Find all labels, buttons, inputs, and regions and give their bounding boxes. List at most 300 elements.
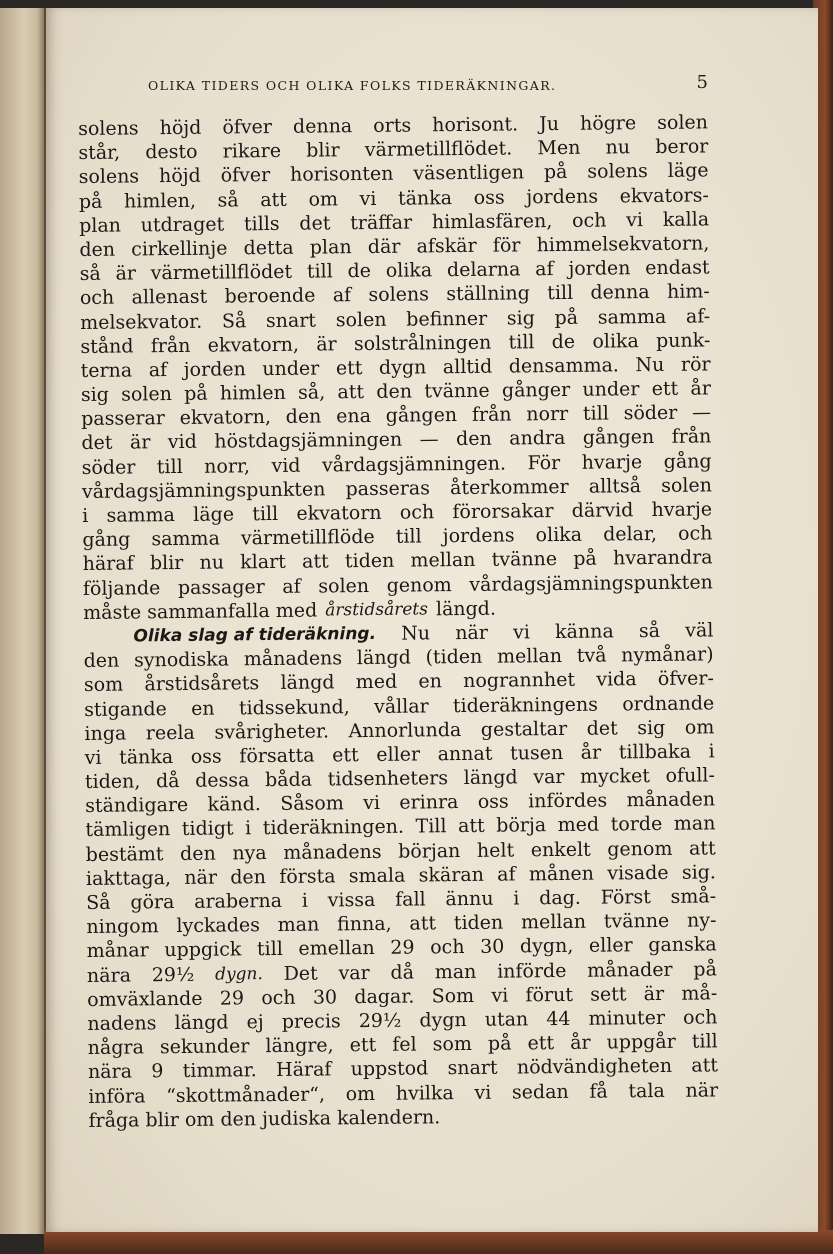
word: endast bbox=[645, 256, 710, 280]
word: allenast bbox=[131, 285, 208, 309]
word: blir bbox=[149, 552, 184, 575]
word: uppstod bbox=[350, 1057, 429, 1081]
word: Såsom bbox=[280, 792, 344, 816]
word: följande bbox=[82, 576, 161, 600]
word: horisonten bbox=[289, 163, 394, 187]
word: gången bbox=[385, 404, 458, 428]
left-page-edge bbox=[0, 8, 46, 1234]
word: sig bbox=[80, 383, 110, 407]
word: torde bbox=[610, 813, 663, 836]
word: Men bbox=[537, 136, 581, 160]
word: tvänne bbox=[491, 548, 558, 572]
word: oss bbox=[477, 790, 509, 814]
word: så, bbox=[297, 381, 326, 404]
emphasis-text: dygn. bbox=[215, 963, 263, 985]
word: några bbox=[87, 1036, 145, 1060]
word: måste sammanfalla med bbox=[83, 599, 318, 624]
word: infördes bbox=[528, 789, 608, 813]
word: med bbox=[557, 814, 600, 837]
word: tusen bbox=[509, 741, 564, 765]
word: befinner bbox=[406, 307, 488, 331]
word: månadens bbox=[283, 840, 382, 864]
word: värmetillflödet bbox=[150, 260, 293, 285]
word: att bbox=[457, 815, 485, 838]
running-title: OLIKA TIDERS OCH OLIKA FOLKS TIDERÄKNINGAR. bbox=[148, 78, 557, 93]
word: samma bbox=[151, 527, 220, 551]
word: båda bbox=[264, 768, 313, 792]
word: densamma. bbox=[508, 354, 620, 378]
word: solens bbox=[368, 283, 430, 307]
word: helt bbox=[476, 839, 515, 862]
word: ett bbox=[332, 743, 359, 767]
word: blir bbox=[306, 139, 340, 162]
word: tills bbox=[243, 212, 280, 236]
word: från bbox=[150, 334, 191, 357]
word: ofull- bbox=[665, 764, 715, 787]
word: tiden, bbox=[84, 770, 141, 794]
word: 44 bbox=[546, 1007, 571, 1031]
word: på bbox=[554, 306, 579, 329]
word: dag. bbox=[539, 886, 582, 910]
word: därvid bbox=[571, 499, 634, 522]
word: För bbox=[527, 451, 561, 474]
word: vi bbox=[474, 1081, 492, 1104]
word: man bbox=[277, 913, 320, 937]
word: och bbox=[399, 501, 435, 524]
word: rikare bbox=[222, 140, 282, 163]
word: lyckades bbox=[176, 914, 261, 938]
word: när bbox=[685, 1078, 719, 1102]
word: olika bbox=[592, 329, 639, 353]
page-header bbox=[148, 72, 708, 100]
word: var bbox=[338, 961, 370, 984]
word: när bbox=[184, 866, 218, 889]
word: orts bbox=[373, 114, 412, 137]
word: den bbox=[376, 380, 413, 403]
word: tvänne bbox=[603, 910, 670, 933]
word: dygn bbox=[419, 1008, 467, 1032]
word: hvarje bbox=[581, 450, 643, 474]
word: beroende bbox=[224, 284, 316, 308]
word: väl bbox=[685, 619, 714, 642]
word: snart bbox=[447, 1056, 498, 1080]
word: delar, bbox=[603, 523, 658, 546]
word: af bbox=[332, 284, 352, 307]
word: ställning bbox=[446, 282, 531, 306]
word: oss bbox=[473, 186, 505, 209]
word: ordnande bbox=[622, 691, 715, 715]
word: passager bbox=[177, 575, 265, 599]
word: fall bbox=[395, 888, 426, 911]
word: månen bbox=[528, 862, 595, 886]
word: nu bbox=[605, 136, 631, 159]
word: och bbox=[261, 986, 296, 1009]
word: vi bbox=[84, 746, 102, 769]
word: alltså bbox=[588, 474, 642, 498]
word: på bbox=[543, 161, 568, 184]
word: utdraget bbox=[140, 213, 225, 237]
word: tidsenheters bbox=[327, 767, 449, 791]
word: ekvators- bbox=[619, 183, 709, 207]
word: ny- bbox=[686, 909, 717, 932]
word: höjd bbox=[158, 165, 201, 188]
word: solen bbox=[121, 383, 173, 406]
word: — bbox=[691, 401, 712, 424]
word: “skottmånader“, bbox=[166, 1082, 326, 1107]
word: i bbox=[513, 887, 520, 910]
word: uppgår bbox=[606, 1030, 676, 1054]
word: läge bbox=[193, 503, 235, 526]
word: den bbox=[230, 865, 267, 889]
word: ganska bbox=[648, 933, 717, 957]
word: på bbox=[573, 547, 597, 571]
word: det bbox=[81, 432, 113, 455]
word: tidigt bbox=[181, 817, 234, 841]
word: årstidsårets bbox=[144, 672, 260, 696]
word: på bbox=[78, 190, 103, 213]
word: kalla bbox=[662, 208, 710, 231]
emphasis-text: årstidsårets bbox=[325, 599, 429, 621]
word: utan bbox=[484, 1008, 529, 1031]
word: nödvändigheten bbox=[516, 1055, 673, 1079]
word: var bbox=[533, 766, 565, 789]
word: om bbox=[684, 716, 715, 739]
word: att bbox=[260, 188, 287, 211]
word: tidssekund, bbox=[238, 695, 350, 719]
word: den bbox=[79, 238, 116, 261]
word: dygn, bbox=[519, 935, 574, 958]
word: Så bbox=[86, 891, 111, 914]
word: införde bbox=[497, 959, 567, 983]
word: i bbox=[245, 817, 252, 840]
word: tideräkningen. bbox=[262, 816, 405, 840]
word: om bbox=[345, 1082, 376, 1105]
word: 29 bbox=[219, 987, 245, 1010]
word: 30 bbox=[480, 935, 505, 959]
word: eller bbox=[376, 743, 421, 766]
word: ningom bbox=[86, 915, 159, 939]
word: af bbox=[282, 575, 301, 598]
word: olika bbox=[535, 523, 583, 547]
word: gestaltar bbox=[480, 717, 568, 741]
section-heading: Olika slag af tideräkning. bbox=[133, 623, 377, 647]
word: stigande bbox=[84, 697, 167, 721]
word: eller bbox=[588, 934, 633, 958]
word: solens bbox=[587, 160, 648, 184]
word: tänka bbox=[397, 186, 453, 210]
word: Så bbox=[221, 309, 247, 333]
word: nära bbox=[86, 964, 132, 987]
word: ett bbox=[651, 377, 679, 401]
word: af bbox=[497, 863, 516, 886]
word: 29½ bbox=[358, 1009, 402, 1033]
word: och bbox=[677, 522, 713, 545]
word: man bbox=[673, 812, 716, 836]
word: rör bbox=[680, 353, 711, 376]
word: plan bbox=[79, 214, 122, 237]
word: himlen bbox=[219, 381, 286, 405]
word: till bbox=[582, 402, 609, 425]
word: emellan bbox=[298, 937, 375, 961]
word: jorden bbox=[183, 358, 246, 381]
word: punk- bbox=[655, 329, 711, 352]
word: sett bbox=[590, 983, 627, 1006]
word: dygn bbox=[378, 356, 427, 379]
word: vissa bbox=[327, 888, 376, 912]
word: solen bbox=[318, 574, 370, 598]
word: nogrannhet bbox=[463, 669, 576, 693]
word: ett bbox=[335, 356, 363, 380]
word: tvänne bbox=[424, 379, 490, 403]
word: vida bbox=[596, 668, 637, 691]
word: solen bbox=[661, 474, 712, 497]
word: tänka bbox=[119, 745, 174, 769]
word: tiden bbox=[453, 911, 504, 935]
word: söder bbox=[623, 401, 678, 425]
word: gång bbox=[82, 528, 131, 552]
word: så bbox=[79, 262, 101, 286]
word: minuter bbox=[588, 1006, 666, 1030]
word: träffar bbox=[350, 211, 413, 234]
word: enkelt bbox=[530, 838, 591, 861]
word: försatta bbox=[239, 744, 315, 768]
word: ännu bbox=[445, 887, 494, 911]
word: hvarandra bbox=[612, 546, 713, 570]
word: höstdagsjämningen bbox=[214, 429, 403, 454]
word: himlasfären, bbox=[431, 209, 553, 234]
word: vårdagsjämningspunkten bbox=[469, 570, 713, 596]
word: göra bbox=[130, 891, 175, 914]
word: jordens bbox=[526, 185, 599, 208]
word: när bbox=[455, 621, 489, 645]
word: första bbox=[279, 865, 336, 888]
word: af bbox=[148, 358, 168, 382]
word: få bbox=[589, 1080, 608, 1103]
word: till bbox=[252, 502, 279, 526]
word: finna, bbox=[337, 912, 392, 936]
word: af bbox=[535, 258, 554, 281]
word: gången bbox=[582, 426, 655, 450]
word: fel bbox=[392, 1033, 417, 1056]
word: väsentligen bbox=[413, 161, 525, 185]
word: tideräkningens bbox=[452, 693, 599, 717]
page-number: 5 bbox=[696, 72, 708, 93]
word: samma bbox=[597, 305, 667, 329]
word: står, bbox=[78, 141, 121, 165]
word: en bbox=[191, 697, 215, 720]
word: om bbox=[308, 187, 339, 211]
word: till bbox=[508, 330, 535, 354]
word: ständigare bbox=[85, 794, 189, 818]
word: sig bbox=[637, 716, 666, 739]
word: synodiska bbox=[133, 648, 230, 672]
word: tala bbox=[628, 1079, 665, 1102]
word: 9 bbox=[151, 1060, 164, 1083]
word: år bbox=[580, 741, 602, 764]
word: det bbox=[586, 717, 618, 740]
word: hvilka bbox=[395, 1081, 454, 1105]
word: visade bbox=[607, 861, 669, 885]
word: värmetillflöde bbox=[240, 526, 375, 550]
word: månaden bbox=[626, 788, 716, 812]
word: vi bbox=[363, 792, 381, 815]
word: till bbox=[395, 525, 422, 548]
word: och bbox=[79, 286, 115, 310]
word: hvarje bbox=[651, 498, 713, 522]
word: 29½ bbox=[151, 963, 195, 986]
word: samma bbox=[106, 504, 176, 527]
word: då bbox=[155, 770, 180, 793]
word: Det bbox=[283, 962, 318, 985]
word: annat bbox=[437, 742, 493, 766]
word: till bbox=[156, 455, 183, 478]
word: den bbox=[83, 649, 120, 673]
word: ekvatorn bbox=[296, 501, 382, 525]
word: de bbox=[551, 330, 576, 353]
word: solens bbox=[78, 165, 140, 189]
word: år bbox=[690, 377, 711, 400]
word: höjd bbox=[159, 116, 202, 140]
word: längd bbox=[174, 1011, 229, 1034]
word: tillbaka bbox=[618, 740, 692, 764]
word: år bbox=[570, 1031, 591, 1055]
word: förorsakar bbox=[452, 500, 554, 524]
word: Ju bbox=[539, 112, 560, 136]
word: längd bbox=[463, 766, 518, 790]
word: den bbox=[455, 428, 492, 451]
word: jorden bbox=[568, 257, 631, 280]
word: mycket bbox=[579, 765, 651, 788]
word: inga bbox=[84, 722, 127, 745]
word: att bbox=[688, 836, 716, 860]
word: för bbox=[492, 234, 521, 257]
word: solstrålningen bbox=[353, 331, 492, 355]
word: Nu bbox=[401, 622, 431, 645]
word: bestämt bbox=[85, 842, 164, 866]
word: genom bbox=[386, 573, 452, 597]
word: ekvatorn, bbox=[207, 333, 300, 357]
body-text bbox=[78, 110, 719, 1132]
word: alltid bbox=[442, 355, 493, 379]
word: två bbox=[576, 644, 607, 667]
word: med bbox=[355, 671, 398, 694]
word: små- bbox=[670, 885, 717, 908]
word: ett bbox=[349, 1034, 377, 1057]
word: en bbox=[418, 670, 443, 693]
word: i bbox=[301, 889, 309, 912]
word: vid bbox=[271, 454, 301, 477]
word: till bbox=[547, 282, 574, 305]
word: cirkellinje bbox=[131, 237, 228, 261]
word: öfver bbox=[222, 115, 273, 139]
word: mellan bbox=[520, 910, 587, 934]
word: Som bbox=[431, 984, 475, 1008]
word: omväxlande bbox=[87, 987, 203, 1011]
word: sekunder bbox=[159, 1035, 250, 1059]
word: öfver- bbox=[657, 667, 714, 691]
word: högre bbox=[579, 112, 637, 135]
word: till bbox=[256, 938, 283, 961]
word: solens bbox=[78, 117, 139, 140]
word: iakttaga, bbox=[85, 866, 172, 890]
word: i bbox=[708, 740, 715, 763]
word: är bbox=[643, 982, 665, 1005]
word: norr bbox=[526, 403, 569, 426]
word: är bbox=[129, 431, 151, 454]
word: 29 bbox=[390, 936, 415, 960]
word: passeras bbox=[345, 477, 431, 501]
word: sig. bbox=[681, 861, 717, 884]
word: så bbox=[638, 619, 661, 643]
word: och bbox=[430, 936, 465, 959]
word: månar bbox=[86, 939, 149, 963]
word: vid bbox=[167, 431, 197, 454]
word: att bbox=[409, 912, 437, 935]
word: gång bbox=[663, 450, 712, 473]
word: mellan bbox=[410, 549, 476, 572]
word: tämligen bbox=[85, 818, 171, 842]
word: vi bbox=[359, 187, 377, 210]
word: öfver bbox=[220, 164, 271, 187]
word: må- bbox=[681, 982, 718, 1005]
word: genom bbox=[607, 837, 673, 861]
word: månader bbox=[587, 958, 673, 982]
word: dagar. bbox=[354, 985, 415, 1008]
word: nu bbox=[199, 551, 225, 575]
word: där bbox=[367, 235, 401, 258]
word: början bbox=[398, 839, 461, 863]
word: ej bbox=[246, 1011, 264, 1034]
word: smala bbox=[348, 864, 406, 888]
word: sedan bbox=[511, 1080, 569, 1104]
word: till bbox=[306, 260, 333, 283]
word: snart bbox=[265, 309, 317, 332]
word: him- bbox=[666, 280, 710, 304]
word: — bbox=[419, 428, 439, 451]
word: plan bbox=[309, 236, 352, 259]
word: är bbox=[115, 262, 137, 285]
word: på bbox=[487, 1032, 512, 1055]
word: 30 bbox=[312, 986, 338, 1009]
book-bottom-edge bbox=[44, 1230, 833, 1254]
word: vårdagsjämningspunkten bbox=[81, 478, 326, 503]
word: från bbox=[471, 403, 512, 427]
word: fråga blir om den judiska kalendern. bbox=[88, 1105, 441, 1132]
word: oss bbox=[190, 745, 222, 768]
word: införa bbox=[88, 1084, 146, 1108]
word: sig bbox=[506, 306, 535, 330]
word: under bbox=[582, 378, 640, 401]
word: Först bbox=[600, 886, 651, 909]
word: längre, bbox=[265, 1034, 334, 1058]
word: börja bbox=[496, 814, 547, 838]
word: araberna bbox=[194, 889, 283, 913]
word: denna bbox=[590, 281, 650, 304]
word: nadens bbox=[87, 1012, 157, 1035]
word: nära bbox=[87, 1060, 133, 1084]
word: och bbox=[571, 209, 607, 232]
word: dessa bbox=[195, 769, 250, 792]
word: under bbox=[262, 357, 320, 380]
word: den bbox=[179, 842, 216, 865]
word: af- bbox=[685, 304, 711, 328]
word: delarna bbox=[446, 258, 521, 282]
word: beror bbox=[655, 135, 709, 159]
word: att bbox=[301, 550, 329, 574]
word: desto bbox=[145, 140, 198, 164]
word: (tiden bbox=[425, 645, 483, 669]
word: passerar bbox=[81, 407, 166, 431]
